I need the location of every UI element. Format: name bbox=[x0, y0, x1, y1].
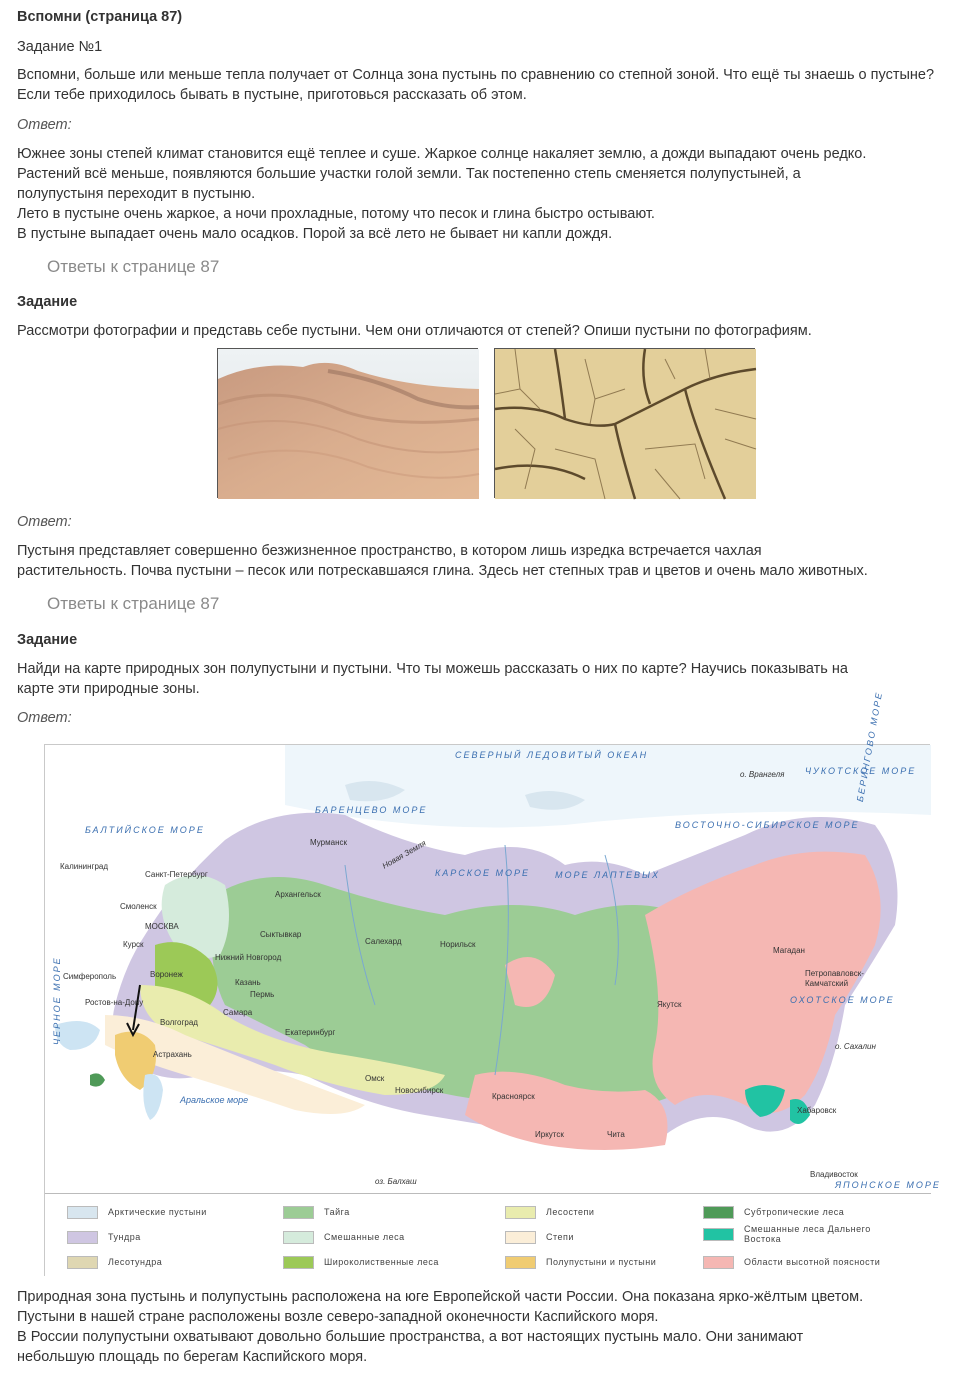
balkhash-label: оз. Балхаш bbox=[375, 1177, 417, 1186]
city-spb: Санкт-Петербург bbox=[145, 870, 208, 879]
legend-swatch bbox=[505, 1206, 536, 1219]
city-arkhangelsk: Архангельск bbox=[275, 890, 321, 899]
section3-question bbox=[17, 659, 962, 699]
legend-swatch bbox=[505, 1256, 536, 1269]
legend-item bbox=[505, 1202, 594, 1222]
city-kursk: Курск bbox=[123, 940, 144, 949]
legend-item bbox=[283, 1252, 439, 1272]
legend-item bbox=[703, 1224, 894, 1244]
cracked-clay-image bbox=[495, 349, 756, 499]
wrangel-island-label: о. Врангеля bbox=[740, 770, 785, 779]
okhotsk-sea-label: ОХОТСКОЕ МОРЕ bbox=[790, 995, 895, 1005]
city-yakutsk: Якутск bbox=[657, 1000, 682, 1009]
city-nnovgorod: Нижний Новгород bbox=[215, 953, 282, 962]
legend-item bbox=[67, 1252, 162, 1272]
task1-question: Вспомни, больше или меньше тепла получает от Солнца зона пустынь по сравнению со степной зоной. Что ещё ты знаешь о пустыне? Если тебе приходилось бывать в пустыне, приготовься рассказать об этом. bbox=[17, 67, 935, 103]
legend-item bbox=[283, 1202, 350, 1222]
section3-task-label: Задание bbox=[17, 632, 78, 648]
city-simferopol: Симферополь bbox=[63, 972, 117, 981]
desert-dunes-photo bbox=[217, 348, 478, 498]
city-perm: Пермь bbox=[250, 990, 275, 999]
chukchi-sea-label: ЧУКОТСКОЕ МОРЕ bbox=[805, 766, 917, 776]
legend-swatch bbox=[505, 1231, 536, 1244]
legend-label: Арктические пустыни bbox=[108, 1207, 207, 1217]
legend-label: Субтропические леса bbox=[744, 1207, 845, 1217]
cracked-clay-photo bbox=[494, 348, 755, 498]
answer-line: Пустыни в нашей стране расположены возле северо-западной оконечности Каспийского моря. bbox=[17, 1309, 659, 1325]
legend-swatch bbox=[283, 1256, 314, 1269]
legend-item bbox=[505, 1227, 574, 1247]
task1-label: Задание №1 bbox=[17, 39, 103, 55]
question-line: Найди на карте природных зон полупустыни и пустыни. Что ты можешь рассказать о них по карте? Научись показывать на bbox=[17, 661, 848, 677]
legend-label: Степи bbox=[546, 1232, 574, 1242]
legend-label: Полупустыни и пустыни bbox=[546, 1257, 657, 1267]
city-vladivostok: Владивосток bbox=[810, 1170, 858, 1179]
legend-item bbox=[703, 1202, 844, 1222]
city-ekaterinburg: Екатеринбург bbox=[285, 1028, 336, 1037]
section3-heading: Ответы к странице 87 bbox=[47, 594, 220, 613]
city-moscow: МОСКВА bbox=[145, 922, 179, 931]
laptev-sea-label: МОРЕ ЛАПТЕВЫХ bbox=[555, 870, 660, 880]
city-khabarovsk: Хабаровск bbox=[797, 1106, 837, 1115]
aral-sea-label: Аральское море bbox=[180, 1095, 249, 1105]
legend-label: Смешанные леса bbox=[324, 1232, 405, 1242]
city-syktyvkar: Сыктывкар bbox=[260, 930, 302, 939]
city-volgograd: Волгоград bbox=[160, 1018, 198, 1027]
task1-answer-label: Ответ: bbox=[17, 117, 72, 133]
answer-line: растительность. Почва пустыни – песок или потрескавшаяся глина. Здесь нет степных трав и цветов и очень мало животных. bbox=[17, 563, 868, 579]
city-omsk: Омск bbox=[365, 1074, 385, 1083]
legend-swatch bbox=[283, 1231, 314, 1244]
arctic-ocean-label: СЕВЕРНЫЙ ЛЕДОВИТЫЙ ОКЕАН bbox=[455, 750, 649, 760]
city-chita: Чита bbox=[607, 1130, 625, 1139]
city-voronezh: Воронеж bbox=[150, 970, 183, 979]
answer-line: полупустыня переходит в пустыню. bbox=[17, 186, 256, 202]
legend-label: Области высотной поясности bbox=[744, 1257, 881, 1267]
legend-item bbox=[67, 1227, 141, 1247]
city-astrakhan: Астрахань bbox=[153, 1050, 192, 1059]
sakhalin-label: о. Сахалин bbox=[835, 1042, 876, 1051]
city-salekhard: Салехард bbox=[365, 937, 402, 946]
legend-swatch bbox=[67, 1206, 98, 1219]
legend-swatch bbox=[703, 1206, 734, 1219]
section2-question: Рассмотри фотографии и представь себе пустыни. Чем они отличаются от степей? Опиши пустыни по фотографиям. bbox=[17, 323, 812, 339]
answer-line: Пустыня представляет совершенно безжизненное пространство, в котором лишь изредка встречается чахлая bbox=[17, 543, 762, 559]
east-siberian-sea-label: ВОСТОЧНО-СИБИРСКОЕ МОРЕ bbox=[675, 820, 860, 830]
legend-item bbox=[67, 1202, 207, 1222]
city-kazan: Казань bbox=[235, 978, 261, 987]
dunes-image bbox=[218, 349, 479, 499]
section3-answer bbox=[17, 1287, 962, 1367]
legend-label: Лесотундра bbox=[108, 1257, 163, 1267]
city-petropavlovsk: Петропавловск-Камчатский bbox=[805, 969, 864, 988]
answer-line: Растений всё меньше, появляются большие участки голой земли. Так постепенно степь сменяется полупустыней, а bbox=[17, 166, 801, 182]
bering-sea-label: БЕРИНГОВО МОРЕ bbox=[854, 690, 885, 803]
section2-answer-label: Ответ: bbox=[17, 514, 72, 530]
city-samara: Самара bbox=[223, 1008, 253, 1017]
answer-line: Южнее зоны степей климат становится ещё теплее и суше. Жаркое солнце накаляет землю, а дожди выпадают очень редко. bbox=[17, 146, 867, 162]
map-legend bbox=[45, 1193, 931, 1277]
japan-sea-label: ЯПОНСКОЕ МОРЕ bbox=[835, 1180, 941, 1190]
novaya-zemlya-label: Новая Земля bbox=[380, 838, 428, 871]
legend-label: Тайга bbox=[324, 1207, 350, 1217]
legend-swatch bbox=[283, 1206, 314, 1219]
city-murmansk: Мурманск bbox=[310, 838, 347, 847]
section2-answer bbox=[17, 541, 962, 581]
legend-label: Тундра bbox=[108, 1232, 141, 1242]
answer-line: небольшую площадь по берегам Каспийского моря. bbox=[17, 1349, 368, 1365]
city-irkutsk: Иркутск bbox=[535, 1130, 564, 1139]
answer-line: В России полупустыни охватывают довольно большие пространства, а вот настоящих пустынь мало. Они занимают bbox=[17, 1329, 804, 1345]
page-title: Вспомни (страница 87) bbox=[17, 9, 183, 25]
section2-heading: Ответы к странице 87 bbox=[47, 257, 220, 276]
legend-label: Широколиственные леса bbox=[324, 1257, 439, 1267]
answer-line: Природная зона пустынь и полупустынь расположена на юге Европейской части России. Она показана ярко-жёлтым цветом. bbox=[17, 1289, 864, 1305]
question-line: карте эти природные зоны. bbox=[17, 681, 200, 697]
city-norilsk: Норильск bbox=[440, 940, 476, 949]
city-krasnoyarsk: Красноярск bbox=[492, 1092, 535, 1101]
legend-item bbox=[283, 1227, 405, 1247]
section3-answer-label: Ответ: bbox=[17, 710, 72, 726]
legend-swatch bbox=[703, 1256, 734, 1269]
city-kaliningrad: Калининград bbox=[60, 862, 109, 871]
legend-item bbox=[703, 1252, 880, 1272]
black-sea-label: ЧЕРНОЕ МОРЕ bbox=[52, 956, 62, 1045]
city-novosibirsk: Новосибирск bbox=[395, 1086, 444, 1095]
kara-sea-label: КАРСКОЕ МОРЕ bbox=[435, 868, 531, 878]
city-magadan: Магадан bbox=[773, 946, 805, 955]
city-rostov: Ростов-на-Дону bbox=[85, 998, 144, 1007]
baltic-sea-label: БАЛТИЙСКОЕ МОРЕ bbox=[85, 825, 205, 835]
answer-line: В пустыне выпадает очень мало осадков. Порой за всё лето не бывает ни капли дождя. bbox=[17, 226, 613, 242]
legend-label: Лесостепи bbox=[546, 1207, 595, 1217]
legend-swatch bbox=[67, 1256, 98, 1269]
legend-swatch bbox=[703, 1228, 734, 1241]
section2-task-label: Задание bbox=[17, 294, 78, 310]
legend-swatch bbox=[67, 1231, 98, 1244]
legend-label: Смешанные леса Дальнего Востока bbox=[744, 1224, 871, 1244]
legend-item bbox=[505, 1252, 656, 1272]
answer-line: Лето в пустыне очень жаркое, а ночи прохладные, потому что песок и глина быстро остывают. bbox=[17, 206, 655, 222]
task1-answer bbox=[17, 144, 962, 244]
city-smolensk: Смоленск bbox=[120, 902, 157, 911]
barents-sea-label: БАРЕНЦЕВО МОРЕ bbox=[315, 805, 428, 815]
